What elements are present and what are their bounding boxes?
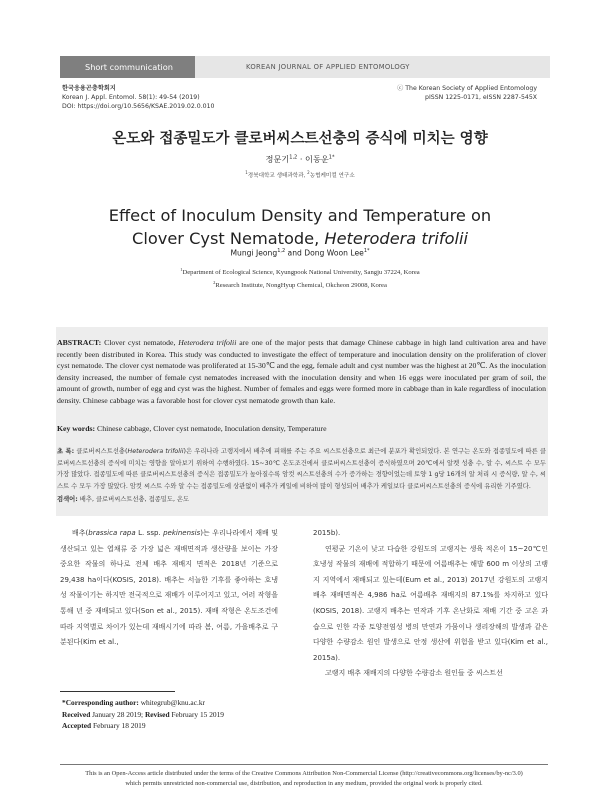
authors-english xyxy=(0,248,600,258)
title-korean: 온도와 접종밀도가 클로버씨스트선충의 증식에 미치는 영향 xyxy=(112,131,488,147)
author-2-ko-sup: 1* xyxy=(328,154,335,161)
affiliation-1-text: Department of Ecological Science, Kyungpook National University, Sangju 37224, Korea xyxy=(182,269,420,277)
chorok-text-2: )은 우리나라 고랭지에서 배추에 피해를 주는 주요 씨스트선충으로 최근에 분포가 확인되었다. 본 연구는 온도와 접종밀도에 따른 클로버씨스트선충의 증식에 미치는 영향을 알아보기 위하여 수행하였다. 15~30℃ 온도조건에서 클로버씨스트선충이 증식하였으며 20℃에서 알켓 성충 수, 알 수, 씨스트 수 모두 가장 많았다. 접종밀도에 따른 클로버씨스트선충의 증식은 접종밀도가 높아질수록 암컷 씨스트선충의 수가 증가하는 경향이었는데 토양 1 g당 16개의 알 처리 시 증식량, 알 수, 씨스트 수 모두 가장 많았다. 암컷 씨스트 수와 알 수는 접종밀도에 상관없이 배추가 케일에 비하여 많이 형성되어 배추가 케일보다 클로버씨스트선충의 증식에 유리한 기주였다. xyxy=(57,448,547,490)
title-english xyxy=(0,204,600,250)
body-column-right xyxy=(313,526,548,682)
body-text: )는 우리나라에서 재배 및 생산되고 있는 엽채류 중 가장 넓은 재배면적과 생산량을 보이는 가장 중요한 작물의 하나로 전체 배추 재배지 면적은 2018년 기준으로 29,438 ha이다(KOSIS, 2018). 배추는 서늘한 기후를 좋아하는 호냉성 작물이기는 하지만 전국적으로 재배가 이루어지고 있고, 여러 작형을 통해 년 중 재배되고 있다(Son et al., 2015). 재배 작형은 온도조건에 따라 지역별로 차이가 있는데 재배시기에 따라 봄, 여름, 가을배추로 구분된다(Kim et al., xyxy=(60,529,278,647)
species-name: brassica rapa xyxy=(88,529,136,537)
affiliations-english xyxy=(0,265,600,290)
author-2-en-sup: 1* xyxy=(363,248,370,254)
corresponding-author xyxy=(62,697,224,709)
author-1-ko: 정문기 xyxy=(265,154,290,164)
abstract-text-1: Clover cyst nematode, xyxy=(101,338,179,347)
chorok-text-1: 클로버씨스트선충( xyxy=(74,448,128,455)
abstract-english xyxy=(57,337,546,407)
title-en-species: Heterodera trifolii xyxy=(324,229,468,248)
body-paragraph: 연평균 기온이 낮고 다습한 강원도의 고랭지는 생육 적온이 15~20℃인 호냉성 작물의 재배에 적합하기 때문에 여름배추는 해발 600 m 이상의 고랭지 지역에서 재배되고 있는데(Eum et al., 2013) 2017년 강원도의 고랭지 배추 재배면적은 4,986 ha로 여름배추 재배지의 87.1%를 차지하고 있다(KOSIS, 2018). 고랭지 배추는 연작과 기후 온난화로 재배 기간 중 고온 과습으로 인한 각종 토양전염성 병의 만연과 가뭄이나 생리장해의 발생과 같은 다양한 수량감소 원인 발생으로 안정 생산에 위험을 받고 있다(Kim et al., 2015a). xyxy=(313,544,548,662)
title-en-plain: Clover Cyst Nematode, xyxy=(132,229,325,248)
body-text: 배추( xyxy=(72,529,89,537)
issn: pISSN 1225-0171, eISSN 2287-545X xyxy=(425,93,537,101)
accepted-date: February 18 2019 xyxy=(91,721,146,731)
citation-block xyxy=(62,85,214,111)
affiliation-1-sup: 1 xyxy=(180,267,183,272)
affiliation-2-sup: 2 xyxy=(213,279,216,285)
aff-ko-sup-1: 1 xyxy=(245,170,248,175)
author-sep: · xyxy=(297,154,306,164)
title-en-line-1: Effect of Inoculum Density and Temperature on xyxy=(108,206,492,225)
header-bar xyxy=(60,56,550,78)
section-label: Short communication xyxy=(60,56,195,78)
revised-date: February 15 2019 xyxy=(169,709,224,719)
author-2-ko: 이동운 xyxy=(305,154,329,164)
keywords-english xyxy=(57,424,546,433)
abstract-text-2: are one of the major pests that damage Chinese cabbage in high land cultivation area and have recently been distributed in Korea. This study was conducted to investigate the effect of temperature and inoculation density on the proliferation of clover cyst nematode. The clover cyst nematode was proliferated at 15-30℃ and the egg, female adult and cyst number was the highest at 20℃. As the inoculation density increased, the number of female cyst nematodes increased with the inoculation density and when 16 eggs were inoculated per gram of soil, the amount of growth, number of egg and cyst was the highest. Number of females and eggs were formed more in cabbage than in kale regardless of inoculation density. Chinese cabbage was a favorable host for clover cyst nematode growth than kale. xyxy=(57,338,547,405)
title-en-line-2 xyxy=(0,227,600,250)
accepted-date-row xyxy=(62,720,224,732)
author-2-en: and Dong Woon Lee xyxy=(285,248,364,258)
keywords-korean xyxy=(57,494,546,503)
body-paragraph-continued: 2015b). xyxy=(313,529,341,537)
author-1-ko-sup: 1,2 xyxy=(289,154,298,161)
affiliation-korean xyxy=(0,170,600,179)
body-paragraph: 고랭지 배추 재배지의 다양한 수량감소 원인들 중 씨스트선 xyxy=(325,669,503,678)
affiliation-1 xyxy=(0,265,600,278)
accepted-label: Accepted xyxy=(62,721,92,731)
revised-label: Revised xyxy=(144,709,170,719)
chorok-species: Heterodera trifolii xyxy=(127,448,184,455)
license-line-2: which permits unrestricted non-commercial use, distribution, and reproduction in any medium, provided the original work is properly cited. xyxy=(125,779,483,787)
body-paragraph xyxy=(60,526,278,651)
abstract-label: ABSTRACT: xyxy=(57,338,102,347)
authors-korean xyxy=(0,154,600,165)
author-1-en: Mungi Jeong xyxy=(230,248,278,258)
gkw-text: 배추, 클로버씨스트선충, 접종밀도, 온도 xyxy=(77,496,190,503)
keywords-text: Chinese cabbage, Clover cyst nematode, Inoculation density, Temperature xyxy=(95,424,327,433)
aff-ko-1: 경북대학교 생태과학과, xyxy=(247,172,308,179)
received-label: Received xyxy=(62,709,91,719)
copyright: ⓒ The Korean Society of Applied Entomology xyxy=(397,85,537,92)
received-date: January 28 2019; xyxy=(90,709,145,719)
citation: Korean J. Appl. Entomol. 58(1): 49-54 (2019) xyxy=(62,93,200,101)
abstract-korean xyxy=(57,446,546,492)
footnote xyxy=(62,697,224,732)
chorok-label: 초 록: xyxy=(57,448,75,455)
abstract-species: Heterodera trifolii xyxy=(178,338,237,347)
author-1-en-sup: 1,2 xyxy=(277,248,286,254)
received-dates xyxy=(62,709,224,721)
affiliation-2-text: Research Institute, NongHyup Chemical, Okcheon 29008, Korea xyxy=(215,281,387,289)
subspecies-name: pekinensis xyxy=(163,529,201,537)
license-notice xyxy=(60,764,548,789)
license-line-1: This is an Open-Access article distributed under the terms of the Creative Commons Attribution Non-Commercial License (http://creativecommons.org/licenses/by-nc/3.0) xyxy=(85,770,523,777)
keywords-label: Key words: xyxy=(57,424,96,433)
aff-ko-sup-2: 2 xyxy=(307,170,310,175)
journal-title-ko: 한국응용곤충학회지 xyxy=(62,85,116,92)
body-text: L. ssp. xyxy=(135,529,164,537)
corr-label: *Corresponding author: xyxy=(62,698,139,707)
footnote-divider xyxy=(60,691,175,692)
affiliation-2 xyxy=(0,278,600,291)
body-column-left xyxy=(60,526,278,651)
copyright-block xyxy=(397,85,537,103)
doi[interactable]: DOI: https://doi.org/10.5656/KSAE.2019.02.0.010 xyxy=(62,102,215,110)
aff-ko-2: 농협케미컬 연구소 xyxy=(309,172,355,179)
gkw-label: 검색어: xyxy=(57,496,78,503)
journal-name: KOREAN JOURNAL OF APPLIED ENTOMOLOGY xyxy=(246,63,410,71)
corr-email[interactable]: whitegrub@knu.ac.kr xyxy=(138,698,205,707)
